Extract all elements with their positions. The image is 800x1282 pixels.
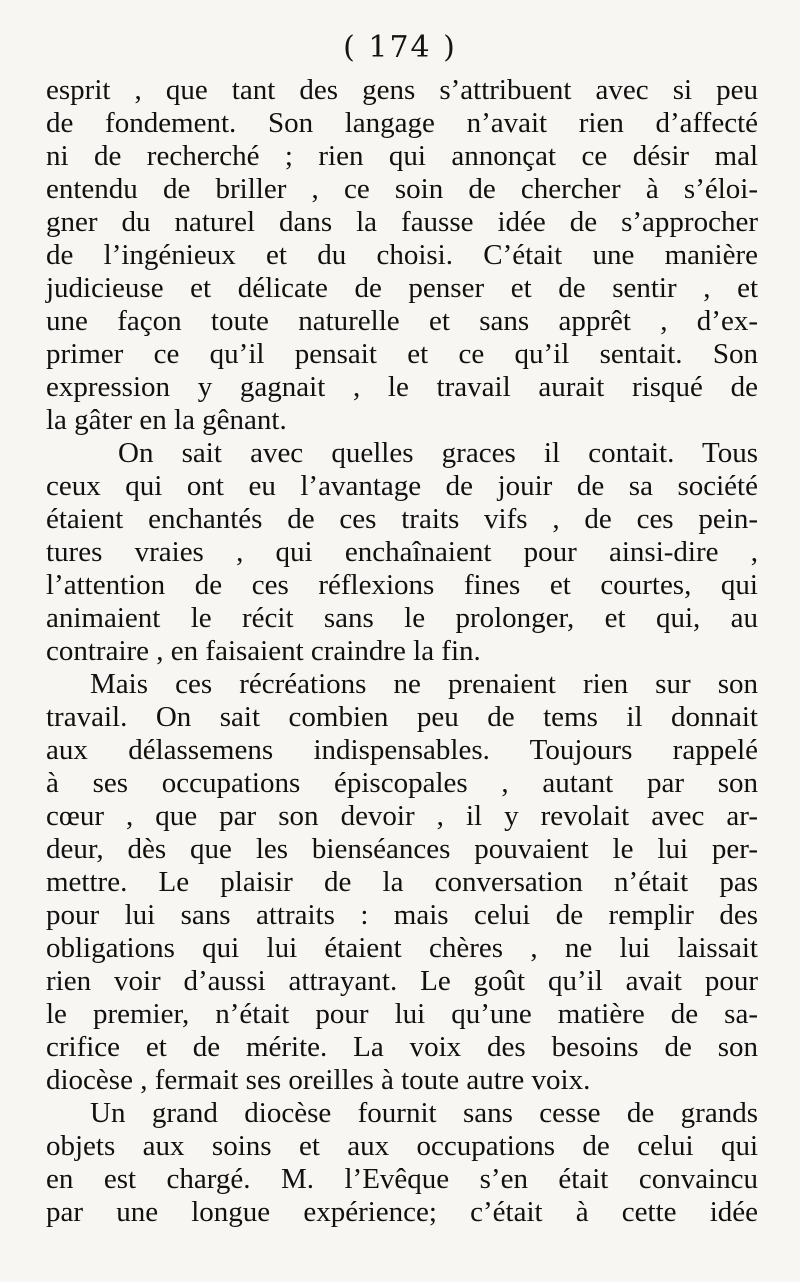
text-line: ceux qui ont eu l’avantage de jouir de sa société — [46, 470, 758, 502]
text-line: la gâter en la gênant. — [46, 404, 287, 436]
text-line: pour lui sans attraits : mais celui de remplir des — [46, 899, 758, 931]
text-line: ni de recherché ; rien qui annonçat ce désir mal — [46, 140, 758, 172]
text-line: de fondement. Son langage n’avait rien d’affecté — [46, 107, 758, 139]
text-line: de l’ingénieux et du choisi. C’était une manière — [46, 239, 758, 271]
text-line: à ses occupations épiscopales , autant par son — [46, 767, 758, 799]
text-line: cœur , que par son devoir , il y revolait avec ar- — [46, 800, 758, 832]
text-line: étaient enchantés de ces traits vifs , de ces pein- — [46, 503, 758, 535]
text-line: rien voir d’aussi attrayant. Le goût qu’il avait pour — [46, 965, 758, 997]
text-line: animaient le récit sans le prolonger, et qui, au — [46, 602, 758, 634]
text-line: tures vraies , qui enchaînaient pour ainsi-dire , — [46, 536, 758, 568]
text-line: On sait avec quelles graces il contait. Tous — [118, 437, 758, 469]
text-line: une façon toute naturelle et sans apprêt , d’ex- — [46, 305, 758, 337]
body-text — [46, 74, 758, 1229]
text-line: aux délassemens indispensables. Toujours rappelé — [46, 734, 758, 766]
text-line: mettre. Le plaisir de la conversation n’était pas — [46, 866, 758, 898]
text-line: gner du naturel dans la fausse idée de s’approcher — [46, 206, 758, 238]
text-line: deur, dès que les bienséances pouvaient le lui per- — [46, 833, 758, 865]
text-line: Un grand diocèse fournit sans cesse de grands — [90, 1097, 758, 1129]
text-line: primer ce qu’il pensait et ce qu’il sentait. Son — [46, 338, 758, 370]
text-line: en est chargé. M. l’Evêque s’en était convaincu — [46, 1163, 758, 1195]
text-line: l’attention de ces réflexions fines et courtes, qui — [46, 569, 758, 601]
text-line: obligations qui lui étaient chères , ne lui laissait — [46, 932, 758, 964]
page-number: ( 174 ) — [343, 30, 457, 65]
text-line: crifice et de mérite. La voix des besoins de son — [46, 1031, 758, 1063]
text-line: contraire , en faisaient craindre la fin. — [46, 635, 481, 667]
text-line: diocèse , fermait ses oreilles à toute autre voix. — [46, 1064, 591, 1096]
text-line: objets aux soins et aux occupations de celui qui — [46, 1130, 758, 1162]
text-line: le premier, n’était pour lui qu’une matière de sa- — [46, 998, 758, 1030]
text-line: expression y gagnait , le travail aurait risqué de — [46, 371, 758, 403]
text-line: par une longue expérience; c’était à cette idée — [46, 1196, 758, 1228]
text-line: judicieuse et délicate de penser et de sentir , et — [46, 272, 758, 304]
text-line: entendu de briller , ce soin de chercher à s’éloi- — [46, 173, 758, 205]
text-line: Mais ces récréations ne prenaient rien sur son — [90, 668, 758, 700]
text-line: travail. On sait combien peu de tems il donnait — [46, 701, 758, 733]
text-line: esprit , que tant des gens s’attribuent avec si peu — [46, 74, 758, 106]
